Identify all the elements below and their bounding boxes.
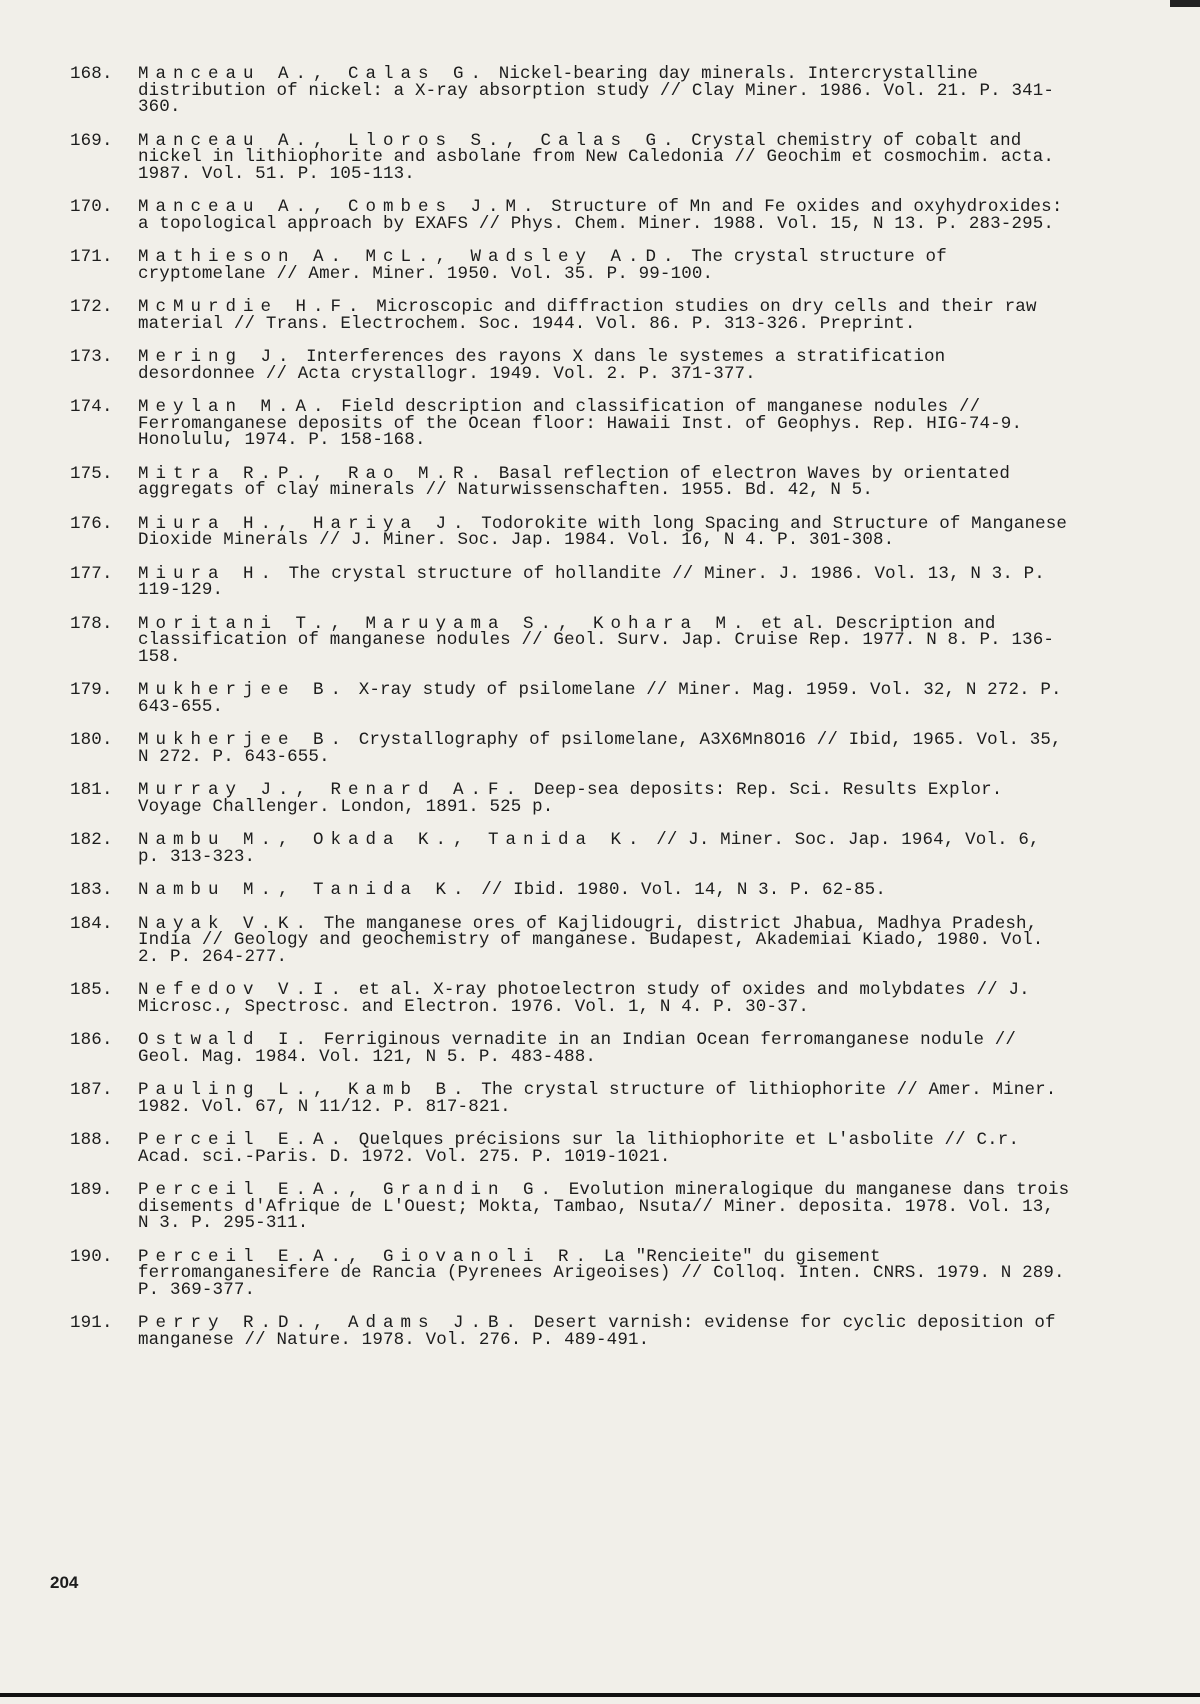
reference-number: 172. <box>70 297 113 317</box>
reference-authors: Mering J. <box>138 347 296 367</box>
reference-authors: Perceil E.A., Grandin G. <box>138 1180 559 1200</box>
reference-text: Evolution mineralogique du manganese dans trois disements d'Afrique de L'Ouest; Mokta, Tambao, Nsuta// Miner. deposita. 1978. Vol. 13, N 3. P. 295-311. <box>138 1180 1070 1233</box>
reference-authors: Perceil E.A., Giovanoli R. <box>138 1246 594 1267</box>
reference-entry <box>70 349 1070 382</box>
reference-entry <box>70 249 1070 282</box>
reference-number: 182. <box>70 830 113 850</box>
reference-entry <box>70 463 1070 500</box>
reference-text: Quelques précisions sur la lithiophorite et L'asbolite // C.r. Acad. sci.-Paris. D. 1972. Vol. 275. P. 1019-1021. <box>138 1130 1020 1167</box>
reference-number: 174. <box>70 397 113 417</box>
reference-text: Desert varnish: evidense for cyclic deposition of manganese // Nature. 1978. Vol. 276. P. 489-491. <box>138 1313 1056 1350</box>
reference-authors: Mukherjee B. <box>138 730 349 750</box>
reference-authors: Nefedov V.I. <box>138 980 349 1000</box>
reference-authors: Mukherjee B. <box>138 680 349 700</box>
reference-number: 188. <box>70 1130 113 1150</box>
reference-authors: Mathieson A. McL., Wadsley A.D. <box>138 247 681 267</box>
reference-authors: Mitra R.P., Rao M.R. <box>138 463 489 484</box>
reference-number: 168. <box>70 64 113 84</box>
reference-number: 173. <box>70 347 113 367</box>
reference-text: Deep-sea deposits: Rep. Sci. Results Explor. Voyage Challenger. London, 1891. 525 p. <box>138 780 1003 817</box>
reference-entry <box>70 782 1070 815</box>
reference-entry <box>70 832 1070 865</box>
reference-authors: Meylan M.A. <box>138 397 331 417</box>
reference-text: Crystallography of psilomelane, A3X6Mn8O16 // Ibid, 1965. Vol. 35, N 272. P. 643-655. <box>138 730 1062 767</box>
reference-text: // Ibid. 1980. Vol. 14, N 3. P. 62-85. <box>481 880 886 900</box>
scan-corner-mark <box>1170 0 1200 7</box>
reference-entry <box>70 513 1070 550</box>
reference-entry <box>70 130 1070 184</box>
reference-authors: Manceau A., Lloros S., Calas G. <box>138 130 681 151</box>
reference-entry <box>70 1246 1070 1300</box>
reference-authors: Perry R.D., Adams J.B. <box>138 1313 524 1333</box>
reference-authors: Perceil E.A. <box>138 1130 349 1150</box>
reference-authors: Ostwald I. <box>138 1030 314 1050</box>
reference-authors: McMurdie H.F. <box>138 297 366 317</box>
reference-number: 186. <box>70 1030 113 1050</box>
reference-list <box>70 66 1070 1365</box>
reference-authors: Miura H., Hariya J. <box>138 513 471 534</box>
reference-entry <box>70 1082 1070 1115</box>
reference-text: Microscopic and diffraction studies on dry cells and their raw material // Trans. Electrochem. Soc. 1944. Vol. 86. P. 313-326. Preprint. <box>138 297 1037 334</box>
reference-entry <box>70 1315 1070 1348</box>
reference-entry <box>70 1182 1070 1232</box>
reference-entry <box>70 613 1070 667</box>
reference-text: Ferriginous vernadite in an Indian Ocean ferromanganese nodule // Geol. Mag. 1984. Vol. 121, N 5. P. 483-488. <box>138 1030 1017 1067</box>
reference-text: Structure of Mn and Fe oxides and oxyhydroxides: a topological approach by EXAFS // Phys. Chem. Miner. 1988. Vol. 15, N 13. P. 283-295. <box>138 197 1063 234</box>
reference-authors: Nambu M., Okada K., Tanida K. <box>138 830 646 850</box>
reference-number: 183. <box>70 880 113 900</box>
reference-text: et al. Description and classification of manganese nodules // Geol. Surv. Jap. Cruise Rep. 1977. N 8. P. 136-158. <box>138 613 1055 667</box>
reference-text: Todorokite with long Spacing and Structure of Manganese Dioxide Minerals // J. Miner. Soc. Jap. 1984. Vol. 16, N 4. P. 301-308. <box>138 513 1068 550</box>
reference-text: The crystal structure of cryptomelane // Amer. Miner. 1950. Vol. 35. P. 99-100. <box>138 247 947 284</box>
reference-number: 181. <box>70 780 113 800</box>
reference-number: 185. <box>70 980 113 1000</box>
reference-text: et al. X-ray photoelectron study of oxides and molybdates // J. Microsc., Spectrosc. and Electron. 1976. Vol. 1, N 4. P. 30-37. <box>138 980 1030 1017</box>
reference-number: 189. <box>70 1180 113 1200</box>
reference-number: 184. <box>70 913 113 934</box>
reference-number: 170. <box>70 197 113 217</box>
reference-text: Crystal chemistry of cobalt and nickel in lithiophorite and asbolane from New Caledonia // Geochim et cosmochim. acta. 1987. Vol. 51. P. 105-113. <box>138 130 1055 184</box>
reference-text: Field description and classification of manganese nodules // Ferromanganese deposits of the Ocean floor: Hawaii Inst. of Geophys. Rep. HIG-74-9. Honolulu, 1974. P. 158-168. <box>138 397 1023 450</box>
reference-authors: Miura H. <box>138 563 279 584</box>
reference-authors: Manceau A., Combes J.M. <box>138 197 541 217</box>
bottom-rule <box>0 1693 1200 1697</box>
reference-entry <box>70 563 1070 600</box>
reference-entry <box>70 732 1070 765</box>
reference-entry <box>70 299 1070 332</box>
reference-number: 179. <box>70 680 113 700</box>
reference-number: 175. <box>70 463 113 484</box>
reference-number: 177. <box>70 563 113 584</box>
reference-number: 169. <box>70 130 113 151</box>
reference-text: // J. Miner. Soc. Jap. 1964, Vol. 6, p. 313-323. <box>138 830 1040 867</box>
reference-number: 178. <box>70 613 113 634</box>
reference-number: 171. <box>70 247 113 267</box>
reference-text: Nickel-bearing day minerals. Intercrystalline distribution of nickel: a X-ray absorption study // Clay Miner. 1986. Vol. 21. P. 341-360. <box>138 64 1055 117</box>
reference-text: The crystal structure of hollandite // Miner. J. 1986. Vol. 13, N 3. P. 119-129. <box>138 563 1045 600</box>
reference-entry <box>70 913 1070 967</box>
reference-authors: Nambu M., Tanida K. <box>138 880 471 900</box>
reference-text: The manganese ores of Kajlidougri, district Jhabua, Madhya Pradesh, India // Geology and geochemistry of manganese. Budapest, Akademiai Kiado, 1980. Vol. 2. P. 264-277. <box>138 913 1044 967</box>
reference-number: 190. <box>70 1246 113 1267</box>
reference-authors: Manceau A., Calas G. <box>138 64 489 84</box>
reference-number: 180. <box>70 730 113 750</box>
reference-authors: Nayak V.K. <box>138 913 314 934</box>
page-number: 204 <box>50 1573 79 1592</box>
reference-authors: Moritani T., Maruyama S., Kohara M. <box>138 613 751 634</box>
reference-text: X-ray study of psilomelane // Miner. Mag. 1959. Vol. 32, N 272. P. 643-655. <box>138 680 1062 717</box>
reference-entry <box>70 682 1070 715</box>
reference-entry <box>70 882 1070 899</box>
reference-entry <box>70 199 1070 232</box>
reference-authors: Murray J., Renard A.F. <box>138 780 524 800</box>
reference-entry <box>70 66 1070 116</box>
reference-text: Interferences des rayons X dans le systemes a stratification desordonnee // Acta crystallogr. 1949. Vol. 2. P. 371-377. <box>138 347 946 384</box>
reference-authors: Pauling L., Kamb B. <box>138 1080 471 1100</box>
reference-text: Basal reflection of electron Waves by orientated aggregats of clay minerals // Naturwissenschaften. 1955. Bd. 42, N 5. <box>138 463 1010 500</box>
reference-entry <box>70 1032 1070 1065</box>
reference-text: The crystal structure of lithiophorite // Amer. Miner. 1982. Vol. 67, N 11/12. P. 817-821. <box>138 1080 1057 1117</box>
reference-text: La "Rencieite" du gisement ferromanganesifere de Rancia (Pyrenees Arigeoises) // Colloq. Inten. CNRS. 1979. N 289. P. 369-377. <box>138 1246 1065 1300</box>
reference-entry <box>70 982 1070 1015</box>
reference-entry <box>70 399 1070 449</box>
reference-number: 187. <box>70 1080 113 1100</box>
reference-number: 191. <box>70 1313 113 1333</box>
reference-number: 176. <box>70 513 113 534</box>
reference-entry <box>70 1132 1070 1165</box>
